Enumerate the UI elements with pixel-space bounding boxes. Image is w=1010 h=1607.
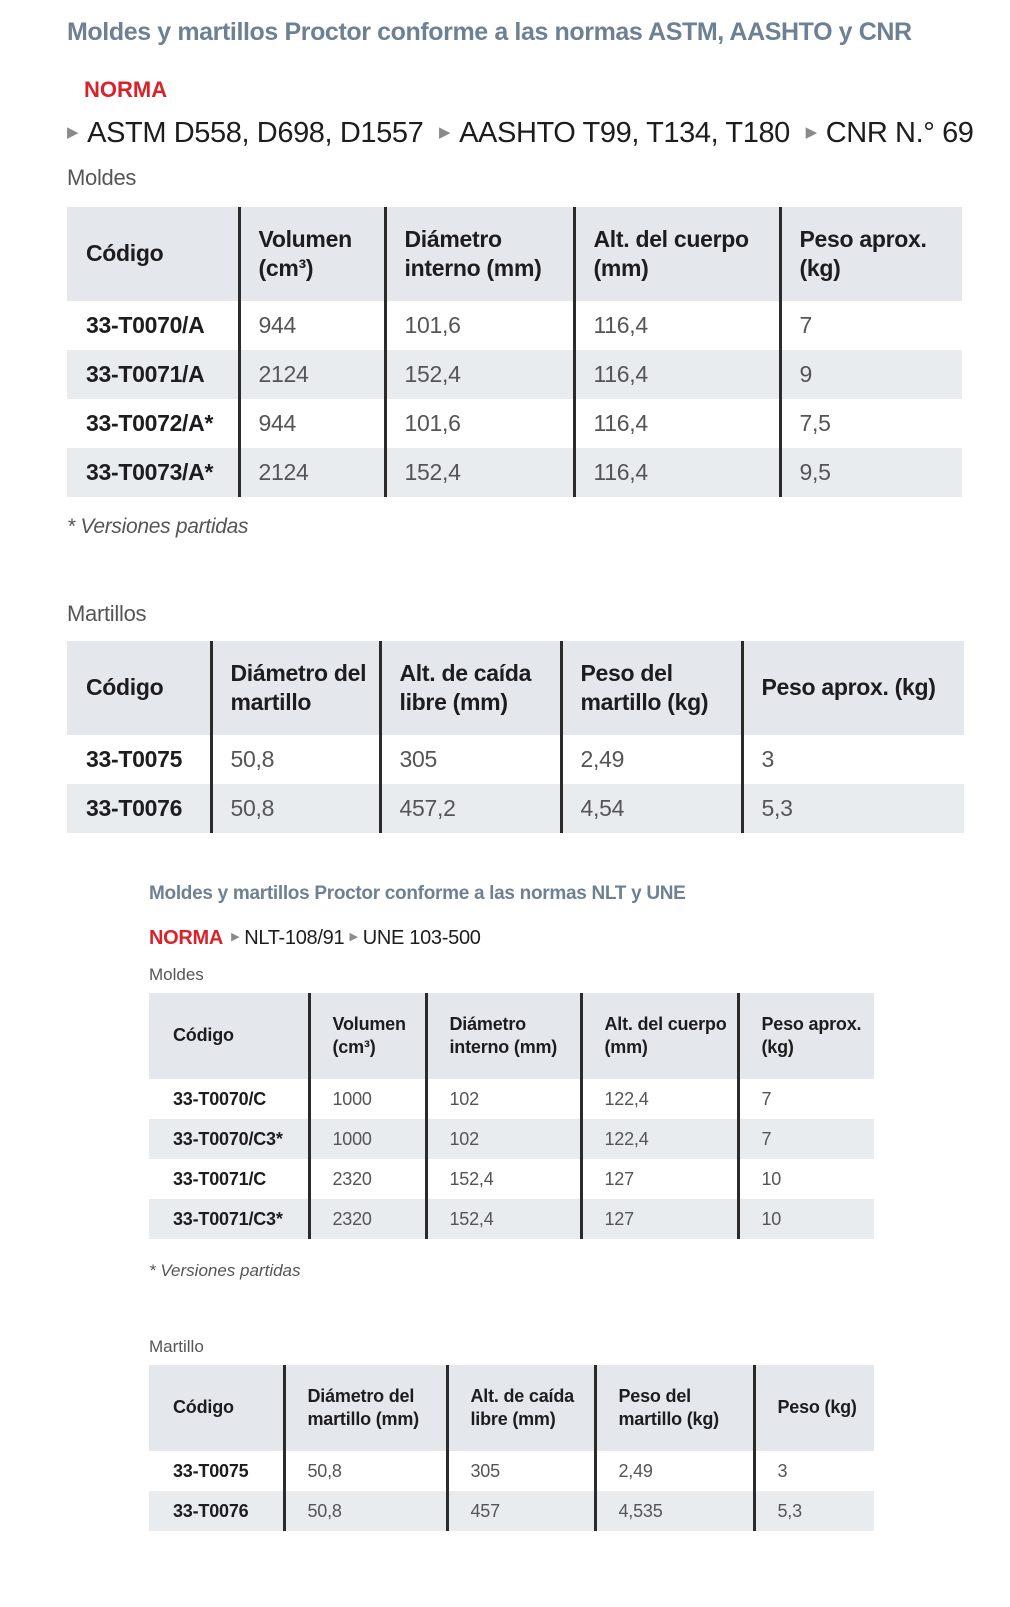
section1-title: Moldes y martillos Proctor conforme a las normas ASTM, AASHTO y CNR (67, 18, 912, 46)
cell-peso-martillo: 4,54 (561, 784, 742, 833)
standard-cnr: CNR N.° 69 (825, 117, 974, 149)
cell-codigo: 33-T0071/C (173, 1168, 267, 1189)
bullet-arrow-icon: ▶ (67, 124, 79, 141)
section2-norma-line (149, 927, 481, 950)
cell-volumen: 944 (239, 399, 385, 448)
section2-norma-label: NORMA (149, 927, 224, 949)
header-codigo: Código (149, 1365, 284, 1451)
table-header-row (67, 207, 962, 301)
cell-diametro: 101,6 (385, 301, 574, 350)
cell-codigo: 33-T0073/A* (67, 448, 239, 497)
table-row (67, 448, 962, 497)
cell-codigo: 33-T0071/C3* (149, 1199, 309, 1239)
cell-diametro: 152,4 (385, 448, 574, 497)
table-header-row (149, 1365, 874, 1451)
table-row (67, 301, 962, 350)
header-diametro-martillo: Diámetro del martillo (211, 641, 380, 735)
cell-altura: 305 (380, 735, 561, 784)
cell-peso: 9,5 (780, 448, 962, 497)
cell-codigo: 33-T0070/A (86, 312, 205, 338)
cell-diametro: 102 (426, 1119, 581, 1159)
cell-altura: 457 (447, 1491, 595, 1531)
table-row (149, 1079, 874, 1119)
section1-norma-label: NORMA (84, 77, 168, 102)
section2-hammers-label: Martillo (149, 1337, 204, 1356)
cell-peso: 7 (780, 301, 962, 350)
cell-volumen: 2124 (239, 350, 385, 399)
section1-hammers-table (67, 641, 964, 833)
cell-codigo: 33-T0071/A (67, 350, 239, 399)
header-peso: Peso aprox. (kg) (742, 641, 964, 735)
cell-peso: 5,3 (742, 784, 964, 833)
cell-volumen: 944 (239, 301, 385, 350)
section2-molds-label: Moldes (149, 965, 204, 984)
cell-altura: 127 (581, 1199, 738, 1239)
header-volumen: Volumen (cm³) (239, 207, 385, 301)
table-row (149, 1119, 874, 1159)
cell-codigo: 33-T0076 (67, 784, 211, 833)
table-row (67, 350, 962, 399)
cell-altura: 122,4 (581, 1119, 738, 1159)
table-row (149, 1451, 874, 1491)
header-diametro-martillo: Diámetro del martillo (mm) (284, 1365, 447, 1451)
table-row (67, 784, 964, 833)
header-volumen: Volumen (cm³) (309, 993, 426, 1079)
cell-peso: 7 (738, 1119, 874, 1159)
cell-altura: 116,4 (574, 301, 780, 350)
bullet-arrow-icon: ▶ (349, 931, 358, 943)
table-row (67, 399, 962, 448)
cell-altura: 457,2 (380, 784, 561, 833)
cell-codigo: 33-T0072/A* (86, 410, 214, 436)
cell-codigo: 33-T0070/C3* (149, 1119, 309, 1159)
table-row (149, 1159, 874, 1199)
standard-une: UNE 103-500 (362, 927, 481, 949)
cell-diametro: 152,4 (426, 1199, 581, 1239)
standard-aashto: AASHTO T99, T134, T180 (459, 117, 790, 149)
cell-peso: 10 (738, 1159, 874, 1199)
header-codigo: Código (67, 207, 239, 301)
header-altura-caida: Alt. de caída libre (mm) (447, 1365, 595, 1451)
section2-molds-table (149, 993, 874, 1239)
section1-hammers-label: Martillos (67, 601, 147, 626)
header-altura: Alt. del cuerpo (mm) (574, 207, 780, 301)
cell-volumen: 2320 (309, 1199, 426, 1239)
cell-codigo: 33-T0076 (149, 1491, 284, 1531)
cell-codigo: 33-T0075 (86, 746, 183, 772)
bullet-arrow-icon: ▶ (805, 124, 817, 141)
table-row (149, 1199, 874, 1239)
cell-diametro: 50,8 (284, 1491, 447, 1531)
header-diametro: Diámetro interno (mm) (385, 207, 574, 301)
header-peso: Peso aprox. (kg) (738, 993, 874, 1079)
cell-diametro: 50,8 (211, 735, 380, 784)
section1-molds-label: Moldes (67, 165, 137, 190)
cell-peso-martillo: 2,49 (561, 735, 742, 784)
section2-molds-note: * Versiones partidas (149, 1261, 301, 1280)
cell-peso: 3 (742, 735, 964, 784)
cell-peso: 7 (738, 1079, 874, 1119)
cell-volumen: 1000 (309, 1079, 426, 1119)
cell-peso: 7,5 (780, 399, 962, 448)
cell-diametro: 152,4 (385, 350, 574, 399)
cell-diametro: 152,4 (426, 1159, 581, 1199)
cell-peso: 3 (754, 1451, 874, 1491)
cell-altura: 116,4 (574, 350, 780, 399)
header-altura: Alt. del cuerpo (mm) (581, 993, 738, 1079)
cell-codigo: 33-T0075 (173, 1460, 249, 1481)
section1-molds-table (67, 207, 962, 497)
cell-altura: 116,4 (574, 399, 780, 448)
cell-altura: 127 (581, 1159, 738, 1199)
header-diametro: Diámetro interno (mm) (426, 993, 581, 1079)
cell-altura: 122,4 (581, 1079, 738, 1119)
cell-diametro: 101,6 (385, 399, 574, 448)
cell-diametro: 50,8 (284, 1451, 447, 1491)
cell-peso-martillo: 4,535 (595, 1491, 754, 1531)
cell-peso: 9 (780, 350, 962, 399)
cell-volumen: 1000 (309, 1119, 426, 1159)
cell-volumen: 2320 (309, 1159, 426, 1199)
cell-peso: 10 (738, 1199, 874, 1239)
table-row (149, 1491, 874, 1531)
cell-diametro: 102 (426, 1079, 581, 1119)
bullet-arrow-icon: ▶ (438, 124, 451, 141)
section1-standards (67, 117, 974, 150)
section2-title: Moldes y martillos Proctor conforme a las normas NLT y UNE (149, 883, 686, 904)
header-peso-martillo: Peso del martillo (kg) (595, 1365, 754, 1451)
table-header-row (149, 993, 874, 1079)
section1-molds-note: * Versiones partidas (67, 515, 249, 538)
cell-diametro: 50,8 (211, 784, 380, 833)
cell-peso-martillo: 2,49 (595, 1451, 754, 1491)
header-altura-caida: Alt. de caída libre (mm) (380, 641, 561, 735)
header-codigo: Código (149, 993, 309, 1079)
bullet-arrow-icon: ▶ (231, 931, 240, 943)
cell-peso: 5,3 (754, 1491, 874, 1531)
cell-volumen: 2124 (239, 448, 385, 497)
cell-altura: 116,4 (574, 448, 780, 497)
header-peso-martillo: Peso del martillo (kg) (561, 641, 742, 735)
table-row (67, 735, 964, 784)
cell-altura: 305 (447, 1451, 595, 1491)
cell-codigo: 33-T0070/C (173, 1088, 267, 1109)
section2-hammers-table (149, 1365, 874, 1531)
table-header-row (67, 641, 964, 735)
header-codigo: Código (67, 641, 211, 735)
standard-nlt: NLT-108/91 (244, 927, 345, 949)
header-peso: Peso (kg) (754, 1365, 874, 1451)
standard-astm: ASTM D558, D698, D1557 (87, 117, 424, 149)
header-peso: Peso aprox. (kg) (780, 207, 962, 301)
